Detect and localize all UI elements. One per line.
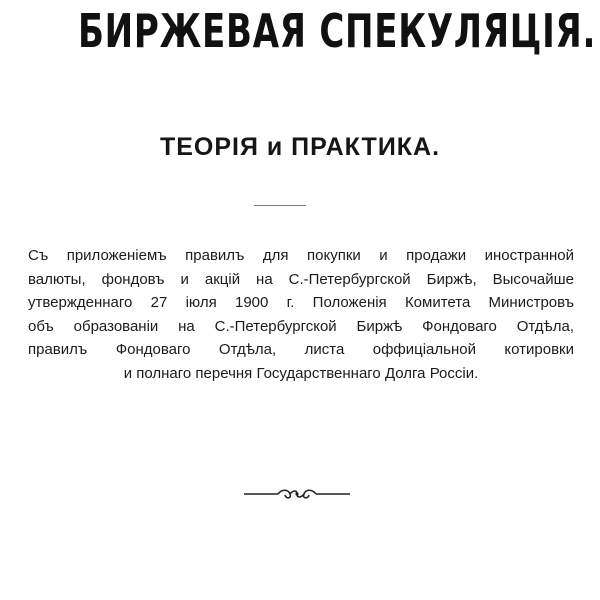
description-line: и полнаго перечня Государственнаго Долга Россіи. [123,364,479,382]
description-line: валюты, фондовъ и акцій на С.-Петербургской Биржѣ, Высочайше [28,270,574,288]
description-block [28,244,574,385]
book-title: БИРЖЕВАЯ СПЕКУЛЯЦІЯ. [78,4,597,58]
divider-rule [254,205,306,206]
description-line: объ образованіи на С.-Петербургской Биржѣ Фондоваго Отдѣла, [28,317,574,335]
book-subtitle: ТЕОРІЯ и ПРАКТИКА. [159,133,441,161]
scroll-ornament-icon [244,486,350,502]
description-line: Съ приложеніемъ правилъ для покупки и продажи иностранной [28,247,574,264]
description-line: утвержденнаго 27 іюля 1900 г. Положенія Комитета Министровъ [28,294,574,311]
description-line: правилъ Фондоваго Отдѣла, листа оффиціальной котировки [28,341,574,358]
